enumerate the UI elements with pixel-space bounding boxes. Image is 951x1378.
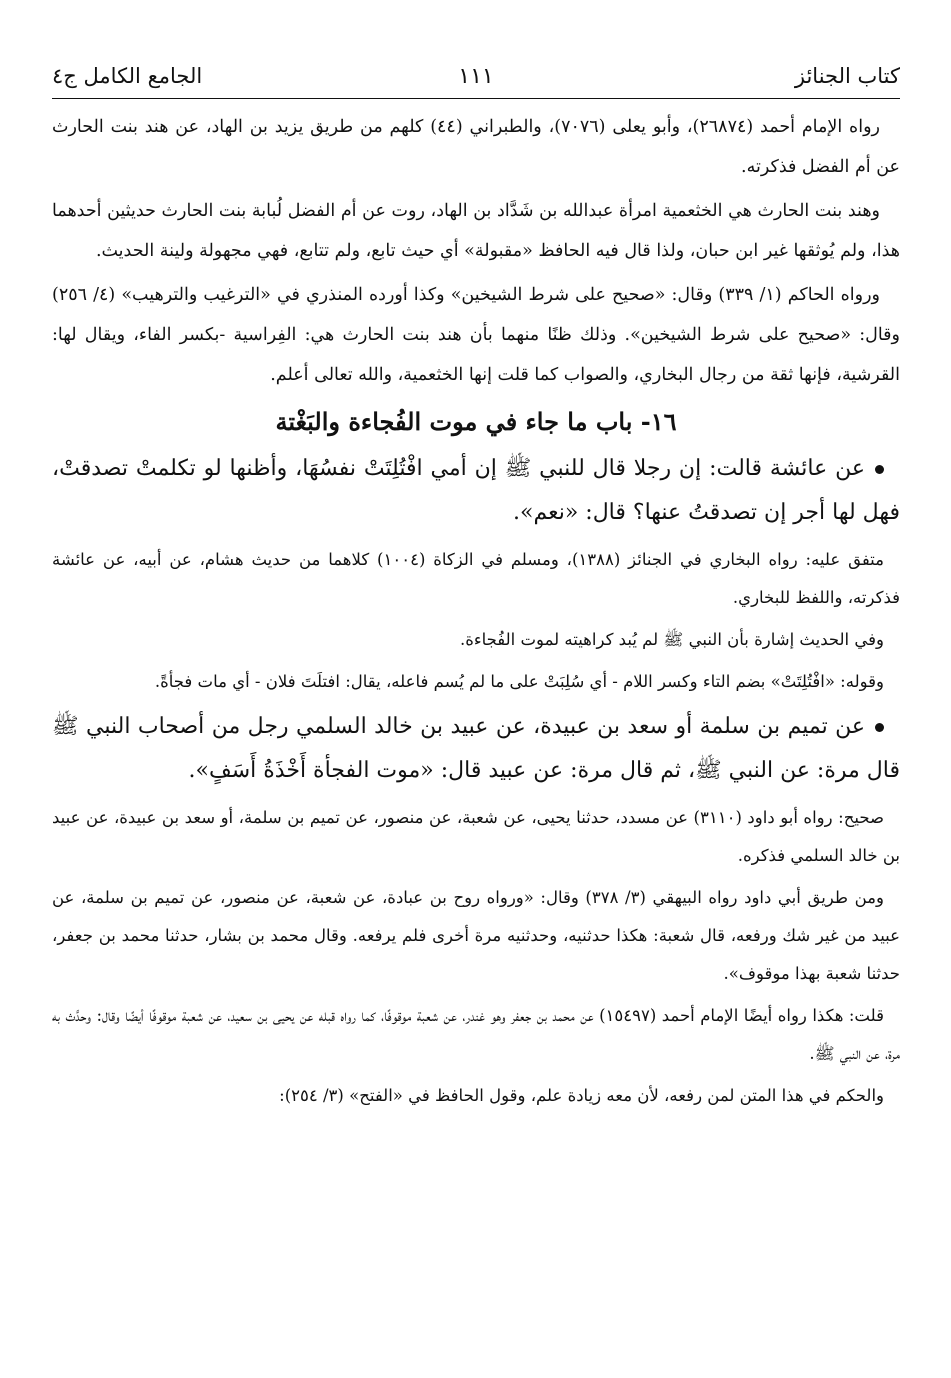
bullet-icon [875, 723, 884, 732]
commentary-paragraph: وفي الحديث إشارة بأن النبي ﷺ لم يُبد كراهيته لموت الفُجاءة. [459, 630, 884, 649]
book-title: الجامع الكامل ج٤ [52, 64, 203, 88]
chapter-title: كتاب الجنائز [794, 64, 900, 88]
bullet-icon [875, 465, 884, 474]
chapter-heading: ١٦- باب ما جاء في موت الفُجاءة والبَغْتة [275, 407, 677, 436]
page-number: ١١١ [458, 64, 494, 89]
commentary-paragraph: وقوله: «افْتُلِتَتْ» بضم التاء وكسر اللام - أي سُلِبَتْ على ما لم يُسم فاعله، يقال: افتلَتَ فلان - أي مات فجأةً. [154, 672, 884, 691]
commentary-paragraph: رواه الإمام أحمد (٢٦٨٧٤)، وأبو يعلى (٧٠٧٦)، والطبراني (٤٤) كلهم من طريق يزيد بن الهاد، عن هند بنت الحارث عن أم الفضل فذكرته. [52, 117, 900, 177]
commentary-paragraph: قلت: هكذا رواه أيضًا الإمام أحمد (١٥٤٩٧) عن محمد بن جعفر وهو غندر، عن شعبة موقوفًا، كما رواه قبله عن يحيى بن سعيد، عن شعبة موقوفًا أيضًا وقال: وحدَّث به مرة، عن النبي ﷺ. [52, 1006, 900, 1063]
running-header [52, 60, 900, 96]
hadith-text [52, 447, 900, 535]
commentary-paragraph: ورواه الحاكم (١/ ٣٣٩) وقال: «صحيح على شرط الشيخين» وكذا أورده المنذري في «الترغيب والترهيب» (٤/ ٢٥٦) وقال: «صحيح على شرط الشيخين». وذلك ظنًا منهما بأن هند بنت الحارث هي: الفِراسية -بكسر الفاء، ويقال لها: القرشية، فإنها ثقة من رجال البخاري، والصواب كما قلت إنها الخثعمية، والله تعالى أعلم. [52, 285, 900, 385]
commentary-paragraph: والحكم في هذا المتن لمن رفعه، لأن معه زيادة علم، وقول الحافظ في «الفتح» (٣/ ٢٥٤): [279, 1086, 884, 1105]
commentary-paragraph: متفق عليه: رواه البخاري في الجنائز (١٣٨٨)، ومسلم في الزكاة (١٠٠٤) كلاهما من حديث هشام، عن أبيه، عن عائشة فذكرته، واللفظ للبخاري. [52, 550, 900, 607]
hadith-text [52, 705, 900, 793]
commentary-paragraph: ومن طريق أبي داود رواه البيهقي (٣/ ٣٧٨) وقال: «ورواه روح بن عبادة، عن شعبة، عن منصور، عن تميم بن سلمة، عن عبيد من غير شك ورفعه، قال شعبة: هكذا حدثنيه، وحدثنيه مرة أخرى فلم يرفعه. وقال محمد بن بشار، حدثنا محمد بن جعفر، حدثنا شعبة بهذا موقوف». [52, 888, 900, 983]
commentary-paragraph: صحيح: رواه أبو داود (٣١١٠) عن مسدد، حدثنا يحيى، عن شعبة، عن منصور، عن تميم بن سلمة، أو سعد بن عبيدة، عن عبيد بن خالد السلمي فذكره. [52, 808, 900, 865]
hadith-body: عن تميم بن سلمة أو سعد بن عبيدة، عن عبيد بن خالد السلمي رجل من أصحاب النبي ﷺ قال مرة: عن النبي ﷺ، ثم قال مرة: عن عبيد قال: «موت الفجأة أَخْذَةُ أَسَفٍ». [52, 714, 900, 783]
header-rule [52, 98, 900, 99]
commentary-paragraph: وهند بنت الحارث هي الخثعمية امرأة عبدالله بن شَدَّاد بن الهاد، روت عن أم الفضل لُبابة بنت الحارث حديثين أحدهما هذا، ولم يُوثقها غير ابن حبان، ولذا قال فيه الحافظ «مقبولة» أي حيث تابع، ولم تتابع، فهي مجهولة ولينة الحديث. [52, 201, 900, 261]
book-page [52, 60, 900, 1119]
hadith-body: عن عائشة قالت: إن رجلا قال للنبي ﷺ إن أمي افْتُلِتَتْ نفسُهَا، وأظنها لو تكلمتْ تصدقتْ، فهل لها أجر إن تصدقتُ عنها؟ قال: «نعم». [52, 456, 900, 525]
